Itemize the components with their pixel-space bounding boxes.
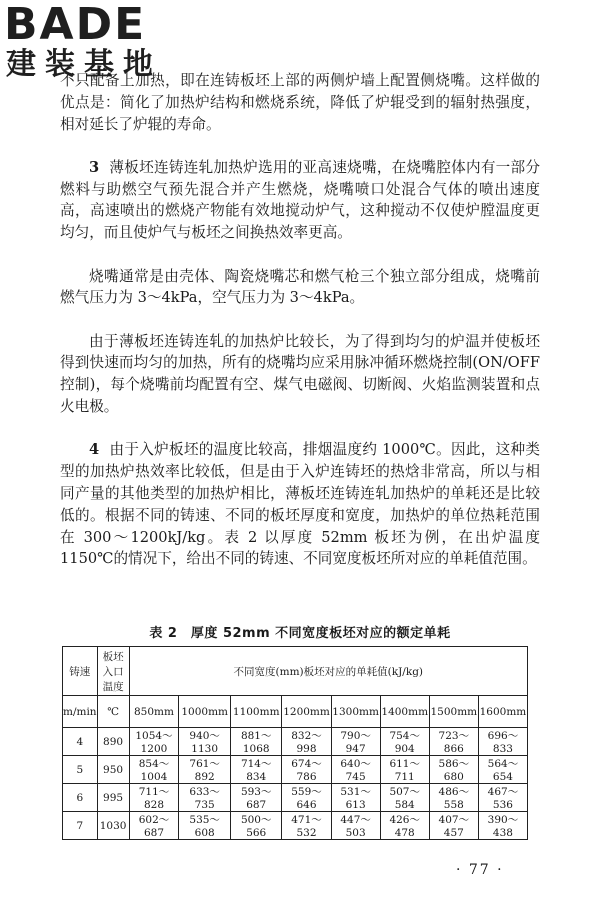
cell-value: 486～558 bbox=[429, 784, 478, 812]
cell-value: 633～735 bbox=[179, 784, 231, 812]
cell-temp: 995 bbox=[97, 784, 129, 812]
header-entry-temp: 板坯入口温度 bbox=[97, 647, 129, 696]
cell-speed: 6 bbox=[63, 784, 98, 812]
cell-value: 426～478 bbox=[380, 812, 429, 840]
cell-value: 467～536 bbox=[478, 784, 527, 812]
paragraph-1: 不只配备上加热，即在连铸板坯上部的两侧炉墙上配置侧烧嘴。这样做的优点是：简化了加热炉结构和燃烧系统，降低了炉辊受到的辐射热强度，相对延长了炉辊的寿命。 bbox=[60, 72, 540, 133]
cell-value: 500～566 bbox=[230, 812, 282, 840]
header-consumption-span: 不同宽度(mm)板坯对应的单耗值(kJ/kg) bbox=[129, 647, 527, 696]
width-header: 850mm bbox=[129, 696, 179, 728]
unit-speed: m/min bbox=[63, 696, 98, 728]
table-row bbox=[63, 812, 528, 840]
cell-value: 531～613 bbox=[331, 784, 380, 812]
cell-value: 471～532 bbox=[282, 812, 331, 840]
width-header: 1300mm bbox=[331, 696, 380, 728]
cell-value: 640～745 bbox=[331, 756, 380, 784]
width-header: 1200mm bbox=[282, 696, 331, 728]
paragraph-3: 烧嘴通常是由壳体、陶瓷烧嘴芯和燃气枪三个独立部分组成，烧嘴前燃气压力为 3～4kPa，空气压力为 3～4kPa。 bbox=[60, 267, 540, 307]
cell-value: 593～687 bbox=[230, 784, 282, 812]
cell-value: 714～834 bbox=[230, 756, 282, 784]
logo-subtitle: 建装基地 bbox=[6, 47, 162, 82]
cell-value: 881～1068 bbox=[230, 728, 282, 756]
cell-value: 674～786 bbox=[282, 756, 331, 784]
cell-value: 586～680 bbox=[429, 756, 478, 784]
paragraph-4: 由于薄板坯连铸连轧的加热炉比较长，为了得到均匀的炉温并使板坯得到快速而均匀的加热，所有的烧嘴均应采用脉冲循环燃烧控制(ON/OFF 控制)，每个烧嘴前均配置有空、煤气电磁阀、切断阀、火焰监测装置和点火电极。 bbox=[60, 332, 540, 416]
cell-speed: 4 bbox=[63, 728, 98, 756]
cell-value: 940～1130 bbox=[179, 728, 231, 756]
width-header: 1100mm bbox=[230, 696, 282, 728]
cell-value: 564～654 bbox=[478, 756, 527, 784]
cell-value: 696～833 bbox=[478, 728, 527, 756]
cell-value: 832～998 bbox=[282, 728, 331, 756]
cell-temp: 890 bbox=[97, 728, 129, 756]
cell-speed: 7 bbox=[63, 812, 98, 840]
paragraph-5 bbox=[60, 439, 540, 570]
width-header: 1500mm bbox=[429, 696, 478, 728]
cell-value: 390～438 bbox=[478, 812, 527, 840]
page-number: · 77 · bbox=[456, 862, 504, 878]
cell-value: 761～892 bbox=[179, 756, 231, 784]
table-caption: 表 2 厚度 52mm 不同宽度板坯对应的额定单耗 bbox=[149, 626, 451, 641]
width-header: 1600mm bbox=[478, 696, 527, 728]
cell-value: 1054～1200 bbox=[129, 728, 179, 756]
cell-value: 611～711 bbox=[380, 756, 429, 784]
width-header: 1000mm bbox=[179, 696, 231, 728]
energy-consumption-table bbox=[62, 646, 528, 840]
cell-value: 559～646 bbox=[282, 784, 331, 812]
cell-value: 407～457 bbox=[429, 812, 478, 840]
width-header: 1400mm bbox=[380, 696, 429, 728]
cell-value: 723～866 bbox=[429, 728, 478, 756]
paragraph-2 bbox=[60, 157, 540, 244]
table-row bbox=[63, 784, 528, 812]
paragraph-5-text: 由于入炉板坯的温度比较高，排烟温度约 1000℃。因此，这种类型的加热炉热效率比较低，但是由于入炉连铸坯的热焓非常高，所以与相同产量的其他类型的加热炉相比，薄板坯连铸连轧加热炉的单耗还是比较低的。根据不同的铸速、不同的板坯厚度和宽度，加热炉的单位热耗范围在 300～1200kJ/kg。表 2 以厚度 52mm 板坯为例，在出炉温度 1150℃的情况下，给出不同的铸速、不同宽度板坯所对应的单耗值范围。 bbox=[60, 441, 540, 568]
cell-value: 535～608 bbox=[179, 812, 231, 840]
cell-value: 854～1004 bbox=[129, 756, 179, 784]
cell-value: 711～828 bbox=[129, 784, 179, 812]
cell-temp: 1030 bbox=[97, 812, 129, 840]
unit-temp: ℃ bbox=[97, 696, 129, 728]
table-row bbox=[63, 756, 528, 784]
logo-brand: BADE bbox=[4, 0, 147, 50]
cell-speed: 5 bbox=[63, 756, 98, 784]
item-number-4: 4 bbox=[89, 441, 100, 459]
item-number-3: 3 bbox=[89, 158, 100, 176]
cell-value: 507～584 bbox=[380, 784, 429, 812]
table-row bbox=[63, 728, 528, 756]
header-speed: 铸速 bbox=[63, 647, 98, 696]
cell-temp: 950 bbox=[97, 756, 129, 784]
cell-value: 447～503 bbox=[331, 812, 380, 840]
cell-value: 602～687 bbox=[129, 812, 179, 840]
body-text bbox=[60, 70, 540, 570]
paragraph-2-text: 薄板坯连铸连轧加热炉选用的亚高速烧嘴，在烧嘴腔体内有一部分燃料与助燃空气预先混合并产生燃烧，烧嘴喷口处混合气体的喷出速度高，高速喷出的燃烧产物能有效地搅动炉气，这种搅动不仅使炉膛温度更均匀，而且使炉气与板坯之间换热效率更高。 bbox=[60, 158, 540, 242]
cell-value: 754～904 bbox=[380, 728, 429, 756]
cell-value: 790～947 bbox=[331, 728, 380, 756]
